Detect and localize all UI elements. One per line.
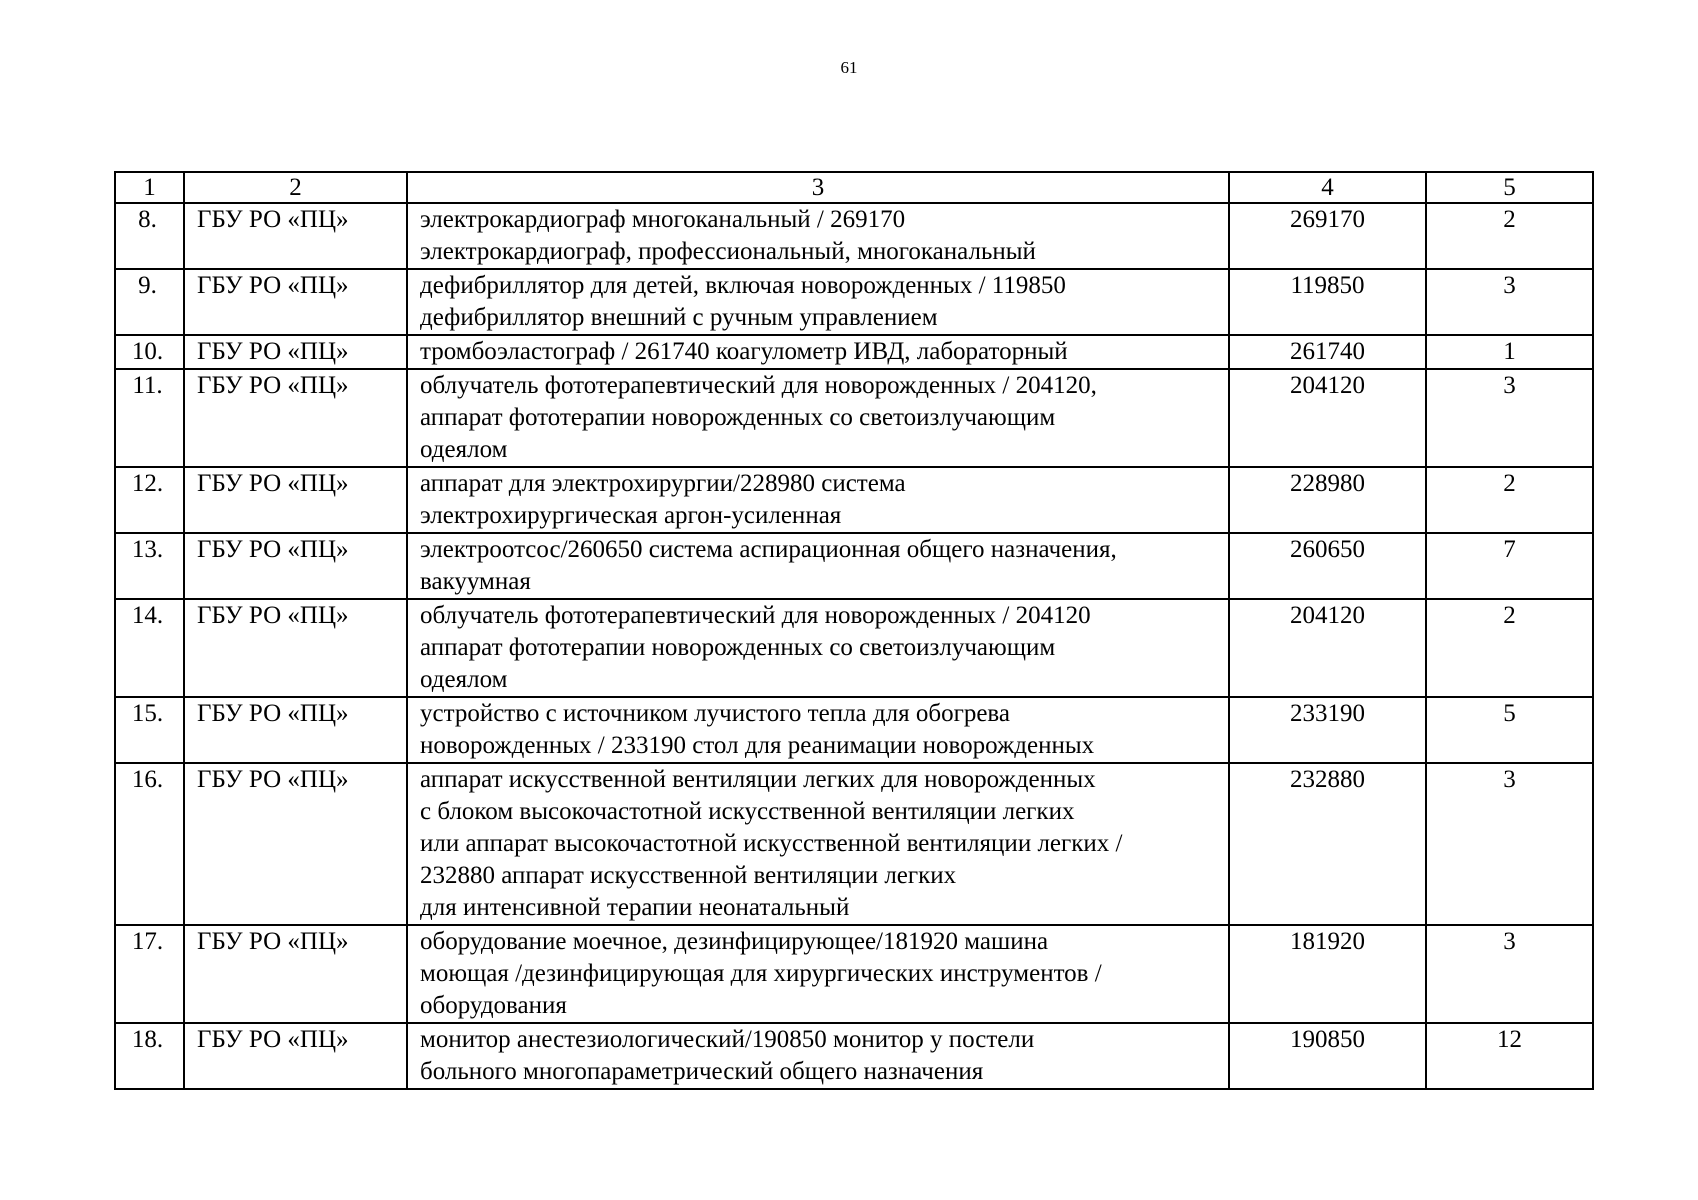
code-cell: 190850 — [1229, 1023, 1426, 1089]
description-line: вакуумная — [420, 568, 531, 595]
column-header-5: 5 — [1426, 172, 1593, 203]
table-row — [115, 925, 1593, 1023]
row-number: 14. — [115, 599, 184, 697]
description-line: одеялом — [420, 436, 508, 463]
description-line: дефибриллятор для детей, включая новорожденных / 119850 — [420, 272, 1066, 299]
row-number: 11. — [115, 369, 184, 467]
row-number: 17. — [115, 925, 184, 1023]
organization-cell: ГБУ РО «ПЦ» — [184, 599, 407, 697]
description-cell — [407, 335, 1229, 369]
header-row — [115, 172, 1593, 203]
table-row — [115, 763, 1593, 925]
row-number: 10. — [115, 335, 184, 369]
code-cell: 228980 — [1229, 467, 1426, 533]
quantity-cell: 3 — [1426, 269, 1593, 335]
quantity-cell: 3 — [1426, 763, 1593, 925]
code-cell: 204120 — [1229, 369, 1426, 467]
table-row — [115, 369, 1593, 467]
row-number: 12. — [115, 467, 184, 533]
description-cell — [407, 533, 1229, 599]
description-line: электроотсос/260650 система аспирационная общего назначения, — [420, 536, 1117, 563]
quantity-cell: 1 — [1426, 335, 1593, 369]
description-line: оборудования — [420, 992, 567, 1019]
row-number: 9. — [115, 269, 184, 335]
page-number: 61 — [840, 58, 858, 77]
description-cell — [407, 467, 1229, 533]
description-line: моющая /дезинфицирующая для хирургических инструментов / — [420, 960, 1102, 987]
description-line: оборудование моечное, дезинфицирующее/181920 машина — [420, 928, 1049, 955]
row-number: 16. — [115, 763, 184, 925]
description-line: дефибриллятор внешний с ручным управлением — [420, 304, 938, 331]
organization-cell: ГБУ РО «ПЦ» — [184, 203, 407, 269]
table-row — [115, 467, 1593, 533]
code-cell: 232880 — [1229, 763, 1426, 925]
description-line: или аппарат высокочастотной искусственной вентиляции легких / — [420, 830, 1123, 857]
table-row — [115, 335, 1593, 369]
organization-cell: ГБУ РО «ПЦ» — [184, 467, 407, 533]
description-line: тромбоэластограф / 261740 коагулометр ИВД, лабораторный — [420, 338, 1068, 365]
description-line: для интенсивной терапии неонатальный — [420, 894, 850, 921]
description-cell — [407, 203, 1229, 269]
organization-cell: ГБУ РО «ПЦ» — [184, 269, 407, 335]
description-line: аппарат для электрохирургии/228980 система — [420, 470, 906, 497]
description-line: облучатель фототерапевтический для новорожденных / 204120 — [420, 602, 1091, 629]
table-row — [115, 599, 1593, 697]
description-line: электрокардиограф, профессиональный, многоканальный — [420, 238, 1036, 265]
code-cell: 269170 — [1229, 203, 1426, 269]
organization-cell: ГБУ РО «ПЦ» — [184, 533, 407, 599]
table-row — [115, 533, 1593, 599]
description-line: 232880 аппарат искусственной вентиляции легких — [420, 862, 957, 889]
description-line: аппарат искусственной вентиляции легких для новорожденных — [420, 766, 1096, 793]
description-line: облучатель фототерапевтический для новорожденных / 204120, — [420, 372, 1097, 399]
code-cell: 260650 — [1229, 533, 1426, 599]
table-row — [115, 1023, 1593, 1089]
description-line: аппарат фототерапии новорожденных со светоизлучающим — [420, 404, 1056, 431]
table-row — [115, 203, 1593, 269]
description-cell — [407, 763, 1229, 925]
column-header-1: 1 — [115, 172, 184, 203]
code-cell: 119850 — [1229, 269, 1426, 335]
column-header-3: 3 — [407, 172, 1229, 203]
description-cell — [407, 269, 1229, 335]
description-line: электрохирургическая аргон-усиленная — [420, 502, 842, 529]
quantity-cell: 3 — [1426, 369, 1593, 467]
quantity-cell: 2 — [1426, 599, 1593, 697]
description-line: устройство с источником лучистого тепла для обогрева — [420, 700, 1010, 727]
description-line: электрокардиограф многоканальный / 269170 — [420, 206, 906, 233]
organization-cell: ГБУ РО «ПЦ» — [184, 697, 407, 763]
row-number: 18. — [115, 1023, 184, 1089]
column-header-2: 2 — [184, 172, 407, 203]
description-cell — [407, 925, 1229, 1023]
code-cell: 261740 — [1229, 335, 1426, 369]
organization-cell: ГБУ РО «ПЦ» — [184, 763, 407, 925]
row-number: 8. — [115, 203, 184, 269]
description-cell — [407, 599, 1229, 697]
organization-cell: ГБУ РО «ПЦ» — [184, 369, 407, 467]
quantity-cell: 12 — [1426, 1023, 1593, 1089]
description-line: монитор анестезиологический/190850 монитор у постели — [420, 1026, 1035, 1053]
quantity-cell: 5 — [1426, 697, 1593, 763]
organization-cell: ГБУ РО «ПЦ» — [184, 925, 407, 1023]
code-cell: 233190 — [1229, 697, 1426, 763]
table-row — [115, 697, 1593, 763]
quantity-cell: 2 — [1426, 467, 1593, 533]
description-line: с блоком высокочастотной искусственной вентиляции легких — [420, 798, 1075, 825]
column-header-4: 4 — [1229, 172, 1426, 203]
row-number: 15. — [115, 697, 184, 763]
row-number: 13. — [115, 533, 184, 599]
organization-cell: ГБУ РО «ПЦ» — [184, 335, 407, 369]
description-line: больного многопараметрический общего назначения — [420, 1058, 984, 1085]
quantity-cell: 7 — [1426, 533, 1593, 599]
quantity-cell: 3 — [1426, 925, 1593, 1023]
description-cell — [407, 697, 1229, 763]
description-line: одеялом — [420, 666, 508, 693]
description-line: новорожденных / 233190 стол для реанимации новорожденных — [420, 732, 1095, 759]
organization-cell: ГБУ РО «ПЦ» — [184, 1023, 407, 1089]
code-cell: 181920 — [1229, 925, 1426, 1023]
quantity-cell: 2 — [1426, 203, 1593, 269]
equipment-table — [114, 171, 1594, 1090]
description-line: аппарат фототерапии новорожденных со светоизлучающим — [420, 634, 1056, 661]
table-row — [115, 269, 1593, 335]
description-cell — [407, 369, 1229, 467]
code-cell: 204120 — [1229, 599, 1426, 697]
description-cell — [407, 1023, 1229, 1089]
